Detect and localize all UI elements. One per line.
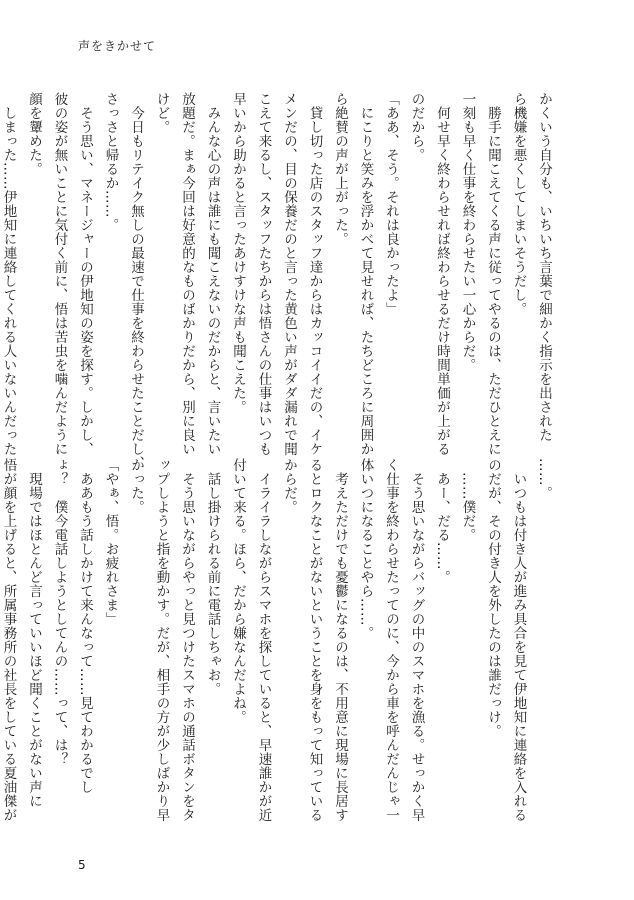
text-line: 「やぁ、悟。お疲れさま」 bbox=[102, 458, 119, 626]
text-line: ら機嫌を悪くしてしまいそうだし。 bbox=[510, 92, 527, 316]
text-line: さっさと帰るか……。 bbox=[102, 92, 119, 232]
text-line: ら絶賛の声が上がった。 bbox=[332, 92, 348, 246]
text-line: あー、だる……。 bbox=[434, 458, 450, 584]
text-line: ああもう話しかけて来んなって……見てわかるでし bbox=[77, 458, 93, 794]
text-line: 現場ではほとんど言っていいほど聞くことがない声に bbox=[26, 458, 42, 808]
text-line: のだが、その付き人を外したのは誰だっけ。 bbox=[485, 458, 501, 738]
running-head-title: 声をきかせて bbox=[78, 39, 157, 53]
text-line: ……僕だ。 bbox=[459, 458, 476, 542]
text-line: 彼の姿が無いことに気付く前に、悟は苦虫を噛んだように bbox=[51, 92, 68, 456]
text-line: みんな心の声は誰にも聞こえないのだからと、言いたい bbox=[204, 92, 221, 456]
text-block-lower bbox=[0, 458, 556, 822]
text-block-upper bbox=[0, 92, 556, 470]
text-line: ……。 bbox=[536, 458, 552, 500]
text-line: にこりと笑みを浮かべて見せれば、たちどころに周囲か bbox=[357, 92, 374, 456]
text-line: 放題だ。まぁ今回は好意的なものばかりだから、別に良い bbox=[179, 92, 195, 456]
text-line: メンだの、目の保養だのと言った黄色い声がダダ漏れで聞 bbox=[281, 92, 297, 456]
text-line: そう思いながらバッグの中のスマホを漁る。せっかく早 bbox=[408, 458, 425, 822]
text-line: そう思い、マネージャーの伊地知の姿を探す。しかし、 bbox=[77, 92, 93, 456]
text-line: いつもは付き人が進み具合を見て伊地知に連絡を入れる bbox=[510, 458, 527, 822]
text-line: 「ああ、そう。それは良かったよ」 bbox=[383, 92, 399, 316]
text-line: 考えただけでも憂鬱になるのは、不用意に現場に長居す bbox=[332, 458, 348, 822]
text-line: 貸し切った店のスタッフ達からはカッコイイだの、イケ bbox=[306, 92, 323, 456]
text-line: かくいう自分も、いちいち言葉で細かく指示を出された bbox=[536, 92, 552, 442]
page-number: 5 bbox=[78, 858, 86, 872]
text-line: ップしようと指を動かす。だが、相手の方が少しばかり早 bbox=[153, 458, 170, 822]
text-line: 顔を顰めた。 bbox=[26, 92, 42, 176]
text-line: く仕事を終わらせたってのに、今から車を呼んだんじゃ一 bbox=[383, 458, 399, 822]
text-line: 話し掛けられる前に電話しちゃお。 bbox=[204, 458, 221, 696]
text-line: 悟が顔を上げると、所属事務所の社長をしている夏油傑が bbox=[0, 458, 17, 822]
text-line: けど。 bbox=[153, 92, 170, 134]
text-line: そう思いながらやっと見つけたスマホの通話ボタンをタ bbox=[179, 458, 195, 822]
text-line: ょ？ 僕今電話しようとしてんの……って、は？ bbox=[51, 458, 68, 766]
text-line: るとロクなことがないということを身をもって知っている bbox=[306, 458, 323, 822]
text-line: 一刻も早く仕事を終わらせたい一心からだ。 bbox=[459, 92, 476, 372]
text-line: 勝手に聞こえてくる声に従ってやるのは、ただひとえに bbox=[485, 92, 501, 456]
text-line: しまった……伊地知に連絡してくれる人いないんだった bbox=[0, 92, 17, 456]
text-line: 体いつになることやら……。 bbox=[357, 458, 374, 640]
text-line: こえて来るし、スタッフたちからは悟さんの仕事はいつも bbox=[255, 92, 272, 456]
text-line: 何せ早く終わらせれば終わらせるだけ時間単価が上がる bbox=[434, 92, 450, 456]
text-line: イライラしながらスマホを探していると、早速誰かが近 bbox=[255, 458, 272, 822]
text-line: のだから。 bbox=[408, 92, 425, 162]
text-line: 今日もリテイク無しの最速で仕事を終わらせたことだし、 bbox=[128, 92, 144, 470]
text-line: 早いから助かると言ったあけすけな声も聞こえた。 bbox=[230, 92, 246, 414]
text-line: からだ。 bbox=[281, 458, 297, 514]
text-line: 付いて来る。ほら、だから嫌なんだよね。 bbox=[230, 458, 246, 724]
text-line: かった。 bbox=[128, 458, 144, 514]
